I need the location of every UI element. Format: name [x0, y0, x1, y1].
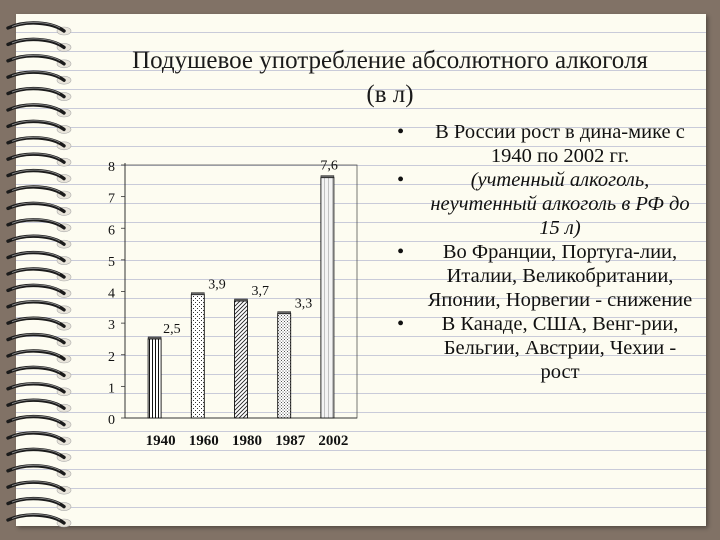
spiral-ring: [8, 22, 71, 35]
spiral-ring: [8, 72, 71, 85]
spiral-ring: [8, 268, 71, 281]
spiral-ring: [8, 482, 71, 495]
bullet-item: [395, 120, 695, 168]
spiral-ring: [8, 121, 71, 134]
spiral-ring: [8, 498, 71, 511]
bar-2002: [321, 178, 334, 418]
spiral-ring: [8, 170, 71, 183]
y-tick-label: 3: [108, 318, 115, 334]
bullet-dot-icon: •: [397, 169, 405, 191]
bullet-text: (учтенный алкоголь, неучтенный алкоголь в РФ до 15 л): [430, 169, 690, 239]
spiral-ring: [8, 154, 71, 167]
spiral-ring: [8, 137, 71, 150]
bar-1940: [148, 339, 161, 418]
spiral-ring: [8, 514, 71, 527]
data-label-1940: 2,5: [163, 321, 181, 337]
title-line-1: Подушевое употребление абсолютного алкоголя: [132, 47, 648, 74]
x-tick-label-1980: 1980: [232, 433, 262, 449]
x-tick-label-1987: 1987: [275, 433, 306, 449]
spiral-ring: [8, 334, 71, 347]
bullet-dot-icon: •: [397, 241, 405, 263]
title-line-2: (в л): [366, 81, 414, 108]
x-tick-label-2002: 2002: [318, 433, 349, 449]
spiral-ring: [8, 350, 71, 363]
x-tick-label-1940: 1940: [145, 433, 176, 449]
spiral-ring: [8, 55, 71, 68]
spiral-ring: [8, 400, 71, 413]
bullet-dot-icon: •: [397, 313, 405, 335]
bar-top-1987: [278, 312, 291, 314]
y-tick-label: 2: [108, 349, 115, 365]
spiral-ring: [8, 203, 71, 216]
bar-1960: [191, 295, 204, 418]
y-tick-label: 5: [108, 254, 115, 270]
data-label-2002: 7,6: [320, 158, 338, 174]
bullet-dot-icon: •: [397, 121, 405, 143]
spiral-binding: [0, 0, 90, 540]
bullet-item: [395, 312, 695, 384]
y-tick-label: 0: [108, 413, 115, 428]
slide-title: [90, 44, 690, 112]
bar-chart: [95, 150, 375, 460]
spiral-ring: [8, 236, 71, 249]
spiral-ring: [8, 219, 71, 232]
y-tick-label: 1: [108, 381, 115, 397]
spiral-ring: [8, 39, 71, 52]
data-label-1987: 3,3: [294, 296, 313, 312]
spiral-ring: [8, 104, 71, 117]
spiral-ring: [8, 449, 71, 462]
bullet-text: В России рост в дина-мике с 1940 по 2002 гг.: [435, 121, 685, 167]
x-tick-label-1960: 1960: [188, 433, 219, 449]
spiral-ring: [8, 318, 71, 331]
y-tick-label: 4: [108, 286, 115, 302]
y-tick-label: 8: [108, 160, 115, 175]
bullet-text: Во Франции, Португа-лии, Италии, Великобритании, Японии, Норвегии - снижение: [427, 241, 693, 311]
bullet-item: [395, 240, 695, 312]
y-tick-label: 7: [108, 191, 115, 207]
bullet-text: В Канаде, США, Венг-рии, Бельгии, Австрии, Чехии - рост: [441, 313, 679, 383]
spiral-ring: [8, 186, 71, 199]
spiral-ring: [8, 252, 71, 265]
data-label-1960: 3,9: [208, 277, 226, 293]
spiral-ring: [8, 416, 71, 429]
bar-top-2002: [321, 176, 334, 178]
bullet-list: [395, 120, 695, 384]
spiral-ring: [8, 465, 71, 478]
spiral-ring: [8, 367, 71, 380]
bar-top-1980: [235, 299, 248, 301]
bullet-item: [395, 168, 695, 240]
spiral-ring: [8, 88, 71, 101]
spiral-ring: [8, 285, 71, 298]
data-label-1980: 3,7: [251, 283, 269, 299]
y-tick-label: 6: [108, 223, 115, 239]
bar-1980: [235, 301, 248, 418]
spiral-ring: [8, 432, 71, 445]
bar-top-1960: [191, 293, 204, 295]
spiral-ring: [8, 301, 71, 314]
bar-top-1940: [148, 337, 161, 339]
bar-1987: [278, 314, 291, 418]
spiral-ring: [8, 383, 71, 396]
